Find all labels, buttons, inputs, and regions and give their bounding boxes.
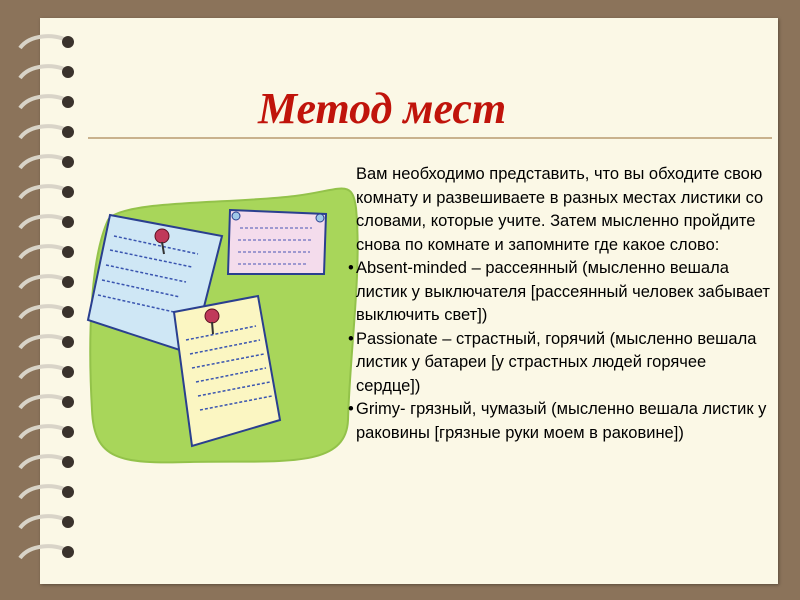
bullet-marker: • xyxy=(348,259,354,277)
spiral-ring xyxy=(20,36,66,48)
bullet-marker: • xyxy=(348,400,354,418)
spiral-ring xyxy=(20,186,66,198)
title-divider xyxy=(88,137,772,139)
bullet-item xyxy=(350,398,775,445)
binding-hole xyxy=(62,426,74,438)
spiral-binding xyxy=(0,0,90,600)
binding-hole xyxy=(62,156,74,168)
bullet-text: Grimy- грязный, чумазый (мысленно вешала листик у раковины [грязные руки моем в раковине]) xyxy=(356,400,767,442)
spiral-ring xyxy=(20,366,66,378)
spiral-ring xyxy=(20,336,66,348)
binding-hole xyxy=(62,246,74,258)
spiral-ring xyxy=(20,456,66,468)
spiral-ring xyxy=(20,96,66,108)
bullet-marker: • xyxy=(348,329,354,348)
slide-title: Метод мест xyxy=(258,84,507,133)
spiral-ring xyxy=(20,516,66,528)
spiral-ring xyxy=(20,156,66,168)
spiral-ring xyxy=(20,66,66,78)
pinned-notes-illustration xyxy=(80,170,362,470)
binding-hole xyxy=(62,186,74,198)
spiral-ring xyxy=(20,246,66,258)
binding-hole xyxy=(62,486,74,498)
spiral-ring xyxy=(20,486,66,498)
pink-note xyxy=(228,210,326,274)
binding-hole xyxy=(62,276,74,288)
bullet-item xyxy=(350,257,775,328)
spiral-ring xyxy=(20,216,66,228)
binding-hole xyxy=(62,546,74,558)
binding-hole xyxy=(62,66,74,78)
binding-hole xyxy=(62,396,74,408)
spiral-ring xyxy=(20,126,66,138)
spiral-ring xyxy=(20,396,66,408)
binding-hole xyxy=(62,366,74,378)
spiral-ring xyxy=(20,546,66,558)
binding-hole xyxy=(62,306,74,318)
binding-hole xyxy=(62,336,74,348)
bullet-text: Absent-minded – рассеянный (мысленно вешала листик у выключателя [рассеянный человек забывает выключить свет]) xyxy=(356,259,770,324)
spiral-ring xyxy=(20,306,66,318)
spiral-ring xyxy=(20,426,66,438)
slide-body xyxy=(350,163,775,445)
binding-hole xyxy=(62,456,74,468)
binding-hole xyxy=(62,216,74,228)
binding-hole xyxy=(62,96,74,108)
bullet-text: Passionate – страстный, горячий (мысленно вешала листик у батареи [у страстных людей горячее сердце]) xyxy=(356,329,757,395)
intro-paragraph: Вам необходимо представить, что вы обходите свою комнату и развешиваете в разных местах листики со словами, которые учите. Затем мысленно пройдите снова по комнате и запомните где какое слово: xyxy=(356,165,764,254)
spiral-ring xyxy=(20,276,66,288)
bullet-item xyxy=(350,328,775,399)
binding-hole xyxy=(62,126,74,138)
binding-hole xyxy=(62,516,74,528)
binding-hole xyxy=(62,36,74,48)
